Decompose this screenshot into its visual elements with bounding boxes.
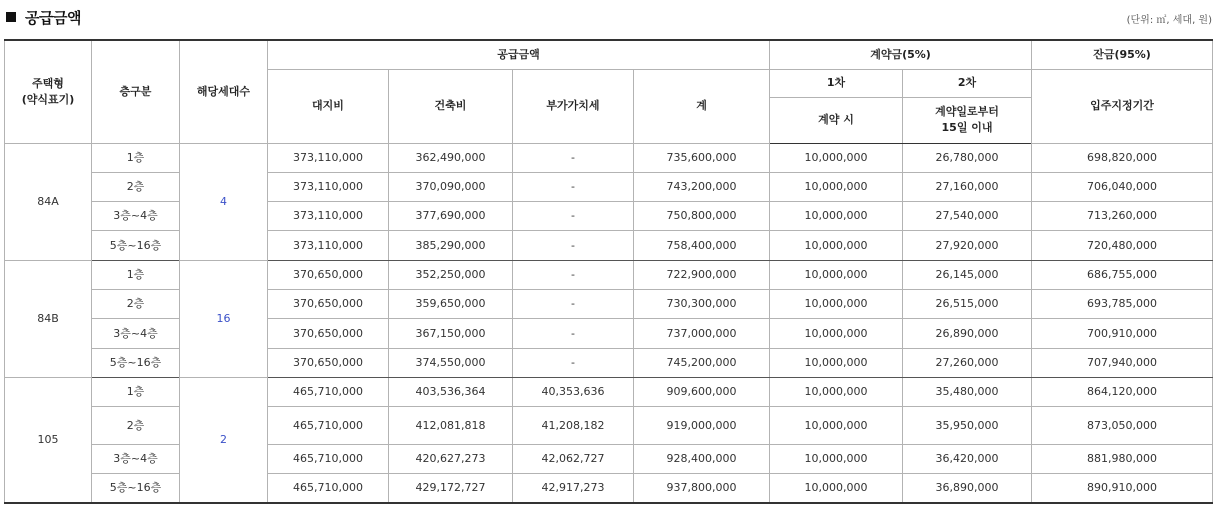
cell-dep1: 10,000,000 [770, 231, 903, 260]
cell-balance: 720,480,000 [1032, 231, 1213, 260]
cell-building: 420,627,273 [389, 444, 513, 473]
cell-dep1: 10,000,000 [770, 319, 903, 348]
cell-vat: - [513, 202, 634, 231]
cell-balance: 700,910,000 [1032, 319, 1213, 348]
cell-land: 465,710,000 [268, 407, 389, 444]
cell-balance: 890,910,000 [1032, 474, 1213, 503]
cell-housing-type: 84B [5, 260, 92, 377]
cell-vat: 41,208,182 [513, 407, 634, 444]
cell-vat: - [513, 290, 634, 319]
cell-floor: 3층~4층 [92, 319, 180, 348]
cell-dep1: 10,000,000 [770, 290, 903, 319]
header-second-installment: 2차 [903, 69, 1032, 97]
cell-floor: 3층~4층 [92, 202, 180, 231]
cell-total: 737,000,000 [634, 319, 770, 348]
cell-floor: 1층 [92, 378, 180, 407]
cell-building: 374,550,000 [389, 348, 513, 377]
table-row [5, 378, 1213, 407]
cell-land: 370,650,000 [268, 348, 389, 377]
cell-dep2: 27,920,000 [903, 231, 1032, 260]
cell-vat: - [513, 143, 634, 172]
table-row [5, 260, 1213, 289]
cell-vat: - [513, 319, 634, 348]
cell-dep2: 36,420,000 [903, 444, 1032, 473]
cell-building: 429,172,727 [389, 474, 513, 503]
cell-total: 750,800,000 [634, 202, 770, 231]
cell-vat: - [513, 348, 634, 377]
cell-land: 465,710,000 [268, 474, 389, 503]
cell-housing-type: 105 [5, 378, 92, 504]
cell-balance: 881,980,000 [1032, 444, 1213, 473]
cell-floor: 2층 [92, 407, 180, 444]
cell-total: 928,400,000 [634, 444, 770, 473]
cell-dep2: 26,515,000 [903, 290, 1032, 319]
header-supply-price: 공급금액 [268, 40, 770, 69]
header-first-installment: 1차 [770, 69, 903, 97]
header-balance-when: 입주지정기간 [1032, 69, 1213, 143]
cell-dep1: 10,000,000 [770, 202, 903, 231]
unit-note: (단위: ㎡, 세대, 원) [1126, 15, 1212, 26]
cell-dep1: 10,000,000 [770, 143, 903, 172]
table-body [5, 143, 1213, 503]
cell-building: 362,490,000 [389, 143, 513, 172]
cell-dep2: 26,780,000 [903, 143, 1032, 172]
cell-unit-count: 4 [180, 143, 268, 260]
cell-floor: 2층 [92, 172, 180, 201]
cell-building: 352,250,000 [389, 260, 513, 289]
cell-floor: 5층~16층 [92, 231, 180, 260]
cell-total: 909,600,000 [634, 378, 770, 407]
header-units: 해당세대수 [180, 40, 268, 143]
cell-balance: 693,785,000 [1032, 290, 1213, 319]
cell-balance: 864,120,000 [1032, 378, 1213, 407]
cell-total: 937,800,000 [634, 474, 770, 503]
cell-dep2: 36,890,000 [903, 474, 1032, 503]
header-second-when [903, 97, 1032, 143]
cell-floor: 5층~16층 [92, 474, 180, 503]
cell-vat: - [513, 231, 634, 260]
cell-vat: 42,917,273 [513, 474, 634, 503]
cell-building: 412,081,818 [389, 407, 513, 444]
cell-vat: 42,062,727 [513, 444, 634, 473]
cell-land: 370,650,000 [268, 260, 389, 289]
table-row [5, 143, 1213, 172]
header-deposit: 계약금(5%) [770, 40, 1032, 69]
header-housing-type-label: 주택형 [32, 76, 64, 90]
cell-housing-type: 84A [5, 143, 92, 260]
cell-dep1: 10,000,000 [770, 260, 903, 289]
cell-land: 373,110,000 [268, 202, 389, 231]
cell-vat: - [513, 260, 634, 289]
cell-total: 735,600,000 [634, 143, 770, 172]
cell-vat: 40,353,636 [513, 378, 634, 407]
cell-floor: 1층 [92, 143, 180, 172]
cell-unit-count: 16 [180, 260, 268, 377]
header-land: 대지비 [268, 69, 389, 143]
cell-balance: 698,820,000 [1032, 143, 1213, 172]
cell-balance: 707,940,000 [1032, 348, 1213, 377]
cell-land: 465,710,000 [268, 378, 389, 407]
header-balance: 잔금(95%) [1032, 40, 1213, 69]
cell-balance: 706,040,000 [1032, 172, 1213, 201]
cell-floor: 3층~4층 [92, 444, 180, 473]
cell-vat: - [513, 172, 634, 201]
cell-dep1: 10,000,000 [770, 172, 903, 201]
cell-dep1: 10,000,000 [770, 444, 903, 473]
header-second-when-line2: 15일 이내 [941, 121, 993, 134]
cell-building: 359,650,000 [389, 290, 513, 319]
cell-dep2: 27,260,000 [903, 348, 1032, 377]
cell-land: 465,710,000 [268, 444, 389, 473]
cell-floor: 2층 [92, 290, 180, 319]
cell-building: 403,536,364 [389, 378, 513, 407]
section-title-text: 공급금액 [25, 8, 81, 27]
cell-land: 370,650,000 [268, 290, 389, 319]
section-title [6, 6, 81, 28]
cell-dep2: 35,950,000 [903, 407, 1032, 444]
cell-total: 745,200,000 [634, 348, 770, 377]
cell-balance: 873,050,000 [1032, 407, 1213, 444]
cell-dep2: 27,160,000 [903, 172, 1032, 201]
header-first-when: 계약 시 [770, 97, 903, 143]
cell-dep1: 10,000,000 [770, 407, 903, 444]
cell-total: 730,300,000 [634, 290, 770, 319]
cell-total: 722,900,000 [634, 260, 770, 289]
cell-building: 370,090,000 [389, 172, 513, 201]
cell-building: 385,290,000 [389, 231, 513, 260]
cell-dep2: 26,145,000 [903, 260, 1032, 289]
cell-unit-count: 2 [180, 378, 268, 504]
cell-dep1: 10,000,000 [770, 348, 903, 377]
header-building: 건축비 [389, 69, 513, 143]
cell-balance: 686,755,000 [1032, 260, 1213, 289]
cell-dep1: 10,000,000 [770, 474, 903, 503]
cell-floor: 5층~16층 [92, 348, 180, 377]
header-second-when-line1: 계약일로부터 [935, 105, 999, 119]
cell-total: 758,400,000 [634, 231, 770, 260]
cell-dep1: 10,000,000 [770, 378, 903, 407]
cell-dep2: 27,540,000 [903, 202, 1032, 231]
header-vat: 부가가치세 [513, 69, 634, 143]
header-floor: 층구분 [92, 40, 180, 143]
square-bullet-icon [6, 12, 16, 22]
cell-building: 377,690,000 [389, 202, 513, 231]
cell-land: 373,110,000 [268, 143, 389, 172]
cell-floor: 1층 [92, 260, 180, 289]
cell-total: 919,000,000 [634, 407, 770, 444]
cell-balance: 713,260,000 [1032, 202, 1213, 231]
header-housing-type [5, 40, 92, 143]
cell-total: 743,200,000 [634, 172, 770, 201]
header-housing-type-sub: (약식표기) [21, 92, 75, 106]
cell-building: 367,150,000 [389, 319, 513, 348]
cell-land: 370,650,000 [268, 319, 389, 348]
cell-dep2: 35,480,000 [903, 378, 1032, 407]
cell-land: 373,110,000 [268, 172, 389, 201]
cell-land: 373,110,000 [268, 231, 389, 260]
supply-price-table [4, 39, 1213, 504]
cell-dep2: 26,890,000 [903, 319, 1032, 348]
header-total: 계 [634, 69, 770, 143]
